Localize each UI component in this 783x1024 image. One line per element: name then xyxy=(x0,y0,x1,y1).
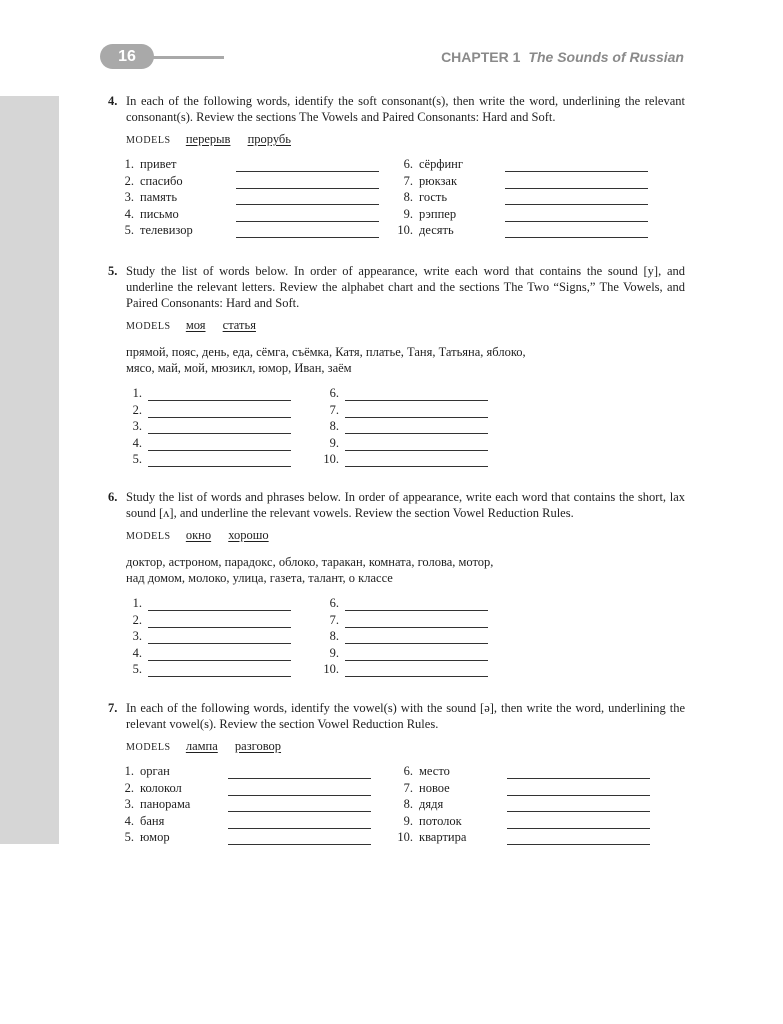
item-number: 5. xyxy=(132,451,142,466)
answer-blank[interactable] xyxy=(505,177,648,189)
models-label: MODELS xyxy=(126,321,171,332)
model-word: разговор xyxy=(234,739,282,753)
answer-blank[interactable] xyxy=(148,649,291,661)
answer-item xyxy=(108,222,379,238)
answer-item xyxy=(108,418,291,434)
answer-blank[interactable] xyxy=(345,422,488,434)
answer-blank[interactable] xyxy=(345,632,488,644)
exercise-6 xyxy=(108,489,685,677)
item-number: 6. xyxy=(329,596,339,611)
item-number: 9. xyxy=(329,645,339,660)
answer-item xyxy=(387,205,648,221)
answer-item xyxy=(108,763,371,779)
answer-blank[interactable] xyxy=(505,160,648,172)
answer-item xyxy=(387,156,648,172)
item-word: десять xyxy=(419,222,454,237)
item-number: 8. xyxy=(329,419,339,434)
item-word: привет xyxy=(140,157,177,172)
item-number: 8. xyxy=(403,797,413,812)
item-word: сёрфинг xyxy=(419,157,463,172)
answer-item xyxy=(108,611,291,627)
item-word: потолок xyxy=(419,813,462,828)
exercise-number: 5. xyxy=(108,264,118,278)
answer-blank[interactable] xyxy=(345,649,488,661)
answer-blank[interactable] xyxy=(345,455,488,467)
answer-item xyxy=(108,156,379,172)
answer-items xyxy=(108,156,685,238)
exercise-4 xyxy=(108,93,685,238)
answer-item xyxy=(305,628,488,644)
exercise-instruction xyxy=(108,263,685,311)
answer-blank[interactable] xyxy=(236,210,379,222)
model-word: перерыв xyxy=(185,132,231,146)
answer-item xyxy=(387,796,650,812)
item-number: 10. xyxy=(397,829,413,844)
item-word: квартира xyxy=(419,829,467,844)
models-line xyxy=(126,318,685,333)
answer-items xyxy=(108,763,685,845)
instruction-text: Study the list of words below. In order of appearance, write each word that contains the sound [y], and underline the relevant letters. Review the alphabet chart and the sections The Two “Signs,” The Vowels, and Paired Consonants: Hard and Soft. xyxy=(126,264,685,310)
answer-item xyxy=(108,205,379,221)
answer-blank[interactable] xyxy=(228,784,371,796)
exercise-5 xyxy=(108,263,685,467)
item-number: 6. xyxy=(403,157,413,172)
answer-item xyxy=(108,796,371,812)
answer-blank[interactable] xyxy=(507,784,650,796)
model-word: моя xyxy=(185,318,206,332)
item-word: панорама xyxy=(140,797,191,812)
answer-item xyxy=(305,661,488,677)
item-number: 9. xyxy=(329,435,339,450)
answer-item xyxy=(305,434,488,450)
answer-blank[interactable] xyxy=(345,665,488,677)
chapter-label: CHAPTER 1 xyxy=(441,49,521,65)
item-number: 1. xyxy=(124,764,134,779)
models-line xyxy=(126,528,685,543)
instruction-text: In each of the following words, identify the vowel(s) with the sound [ə], then write the word, underlining the relevant vowel(s). Review the section Vowel Reduction Rules. xyxy=(126,701,685,731)
item-word: телевизор xyxy=(140,222,193,237)
models-label: MODELS xyxy=(126,531,171,542)
answer-blank[interactable] xyxy=(228,767,371,779)
item-word: письмо xyxy=(140,206,179,221)
answer-blank[interactable] xyxy=(228,833,371,845)
item-word: баня xyxy=(140,813,165,828)
answer-blank[interactable] xyxy=(505,210,648,222)
answer-blank[interactable] xyxy=(236,226,379,238)
answer-item xyxy=(108,401,291,417)
answer-blank[interactable] xyxy=(148,422,291,434)
item-number: 7. xyxy=(329,402,339,417)
item-word: гость xyxy=(419,190,448,205)
item-word: рэппер xyxy=(419,206,457,221)
item-number: 4. xyxy=(132,645,142,660)
model-word: статья xyxy=(222,318,256,332)
answer-blank[interactable] xyxy=(507,817,650,829)
item-number: 2. xyxy=(124,173,134,188)
item-number: 2. xyxy=(124,780,134,795)
item-number: 9. xyxy=(403,206,413,221)
chapter-header xyxy=(441,49,684,65)
answer-item xyxy=(108,451,291,467)
item-word: колокол xyxy=(140,780,182,795)
item-number: 4. xyxy=(124,813,134,828)
answer-blank[interactable] xyxy=(345,599,488,611)
answer-blank[interactable] xyxy=(228,800,371,812)
answer-item xyxy=(305,451,488,467)
answer-item xyxy=(108,628,291,644)
side-margin-band xyxy=(0,96,59,844)
answer-blank[interactable] xyxy=(345,389,488,401)
answer-blank[interactable] xyxy=(148,455,291,467)
item-number: 10. xyxy=(323,451,339,466)
item-number: 1. xyxy=(132,596,142,611)
models-line xyxy=(126,132,685,147)
answer-item xyxy=(108,189,379,205)
item-number: 10. xyxy=(397,222,413,237)
item-number: 4. xyxy=(132,435,142,450)
item-word: память xyxy=(140,190,178,205)
answer-items xyxy=(108,385,685,467)
item-number: 10. xyxy=(323,661,339,676)
exercise-7 xyxy=(108,700,685,845)
answer-item xyxy=(305,611,488,627)
item-number: 5. xyxy=(132,661,142,676)
answer-item xyxy=(108,812,371,828)
answer-blank[interactable] xyxy=(345,406,488,418)
exercise-instruction xyxy=(108,700,685,732)
answer-blank[interactable] xyxy=(505,193,648,205)
item-word: юмор xyxy=(140,829,170,844)
answer-item xyxy=(108,385,291,401)
item-number: 1. xyxy=(132,386,142,401)
word-list-line: доктор, астроном, парадокс, облоко, таракан, комната, голова, мотор, xyxy=(126,555,494,569)
item-number: 6. xyxy=(329,386,339,401)
answer-item xyxy=(387,222,648,238)
answer-blank[interactable] xyxy=(148,406,291,418)
exercise-number: 6. xyxy=(108,490,118,504)
item-word: рюкзак xyxy=(419,173,458,188)
answer-item xyxy=(305,418,488,434)
item-number: 8. xyxy=(329,629,339,644)
answer-item xyxy=(387,189,648,205)
answer-item xyxy=(108,829,371,845)
item-number: 3. xyxy=(124,797,134,812)
answer-blank[interactable] xyxy=(148,439,291,451)
answer-blank[interactable] xyxy=(345,616,488,628)
word-list-line: над домом, молоко, улица, газета, талант, о классе xyxy=(126,571,393,585)
item-number: 5. xyxy=(124,222,134,237)
answer-blank[interactable] xyxy=(236,193,379,205)
answer-blank[interactable] xyxy=(148,616,291,628)
answer-blank[interactable] xyxy=(148,665,291,677)
chapter-title: The Sounds of Russian xyxy=(528,49,684,65)
answer-item xyxy=(387,779,650,795)
answer-blank[interactable] xyxy=(228,817,371,829)
models-label: MODELS xyxy=(126,742,171,753)
item-number: 8. xyxy=(403,190,413,205)
answer-blank[interactable] xyxy=(507,800,650,812)
answer-blank[interactable] xyxy=(148,632,291,644)
answer-item xyxy=(108,661,291,677)
model-word: прорубь xyxy=(247,132,291,146)
answer-blank[interactable] xyxy=(148,599,291,611)
answer-items xyxy=(108,595,685,677)
item-number: 3. xyxy=(124,190,134,205)
model-word: окно xyxy=(185,528,212,542)
exercise-instruction xyxy=(108,93,685,125)
answer-item xyxy=(305,385,488,401)
answer-item xyxy=(108,172,379,188)
answer-blank[interactable] xyxy=(507,833,650,845)
item-number: 2. xyxy=(132,612,142,627)
item-number: 5. xyxy=(124,829,134,844)
answer-item xyxy=(387,763,650,779)
answer-item xyxy=(108,644,291,660)
item-number: 6. xyxy=(403,764,413,779)
item-word: место xyxy=(419,764,450,779)
answer-blank[interactable] xyxy=(345,439,488,451)
answer-item xyxy=(305,595,488,611)
answer-item xyxy=(108,434,291,450)
item-number: 3. xyxy=(132,419,142,434)
answer-blank[interactable] xyxy=(507,767,650,779)
models-label: MODELS xyxy=(126,135,171,146)
item-number: 7. xyxy=(403,173,413,188)
item-number: 9. xyxy=(403,813,413,828)
answer-item xyxy=(305,401,488,417)
item-number: 2. xyxy=(132,402,142,417)
word-list xyxy=(126,554,685,586)
exercise-number: 7. xyxy=(108,701,118,715)
answer-blank[interactable] xyxy=(148,389,291,401)
word-list-line: прямой, пояс, день, еда, сёмга, съёмка, Катя, платье, Таня, Татьяна, яблоко, xyxy=(126,345,526,359)
answer-item xyxy=(108,779,371,795)
answer-blank[interactable] xyxy=(236,160,379,172)
answer-item xyxy=(305,644,488,660)
item-word: орган xyxy=(140,764,170,779)
answer-blank[interactable] xyxy=(505,226,648,238)
answer-item xyxy=(108,595,291,611)
page-number-badge: 16 xyxy=(100,44,154,69)
item-word: дядя xyxy=(419,797,444,812)
answer-blank[interactable] xyxy=(236,177,379,189)
item-number: 1. xyxy=(124,157,134,172)
exercise-number: 4. xyxy=(108,94,118,108)
item-number: 3. xyxy=(132,629,142,644)
word-list xyxy=(126,344,685,376)
item-word: спасибо xyxy=(140,173,183,188)
answer-item xyxy=(387,172,648,188)
model-word: хорошо xyxy=(228,528,269,542)
instruction-text: In each of the following words, identify the soft consonant(s), then write the word, underlining the relevant consonant(s). Review the sections The Vowels and Paired Consonants: Hard and Soft. xyxy=(126,94,685,124)
header-rule xyxy=(150,56,224,59)
models-line xyxy=(126,739,685,754)
answer-item xyxy=(387,812,650,828)
item-number: 7. xyxy=(403,780,413,795)
word-list-line: мясо, май, мой, мюзикл, юмор, Иван, заём xyxy=(126,361,352,375)
model-word: лампа xyxy=(185,739,218,753)
item-number: 7. xyxy=(329,612,339,627)
item-number: 4. xyxy=(124,206,134,221)
answer-item xyxy=(387,829,650,845)
item-word: новое xyxy=(419,780,450,795)
exercise-instruction xyxy=(108,489,685,521)
instruction-text: Study the list of words and phrases below. In order of appearance, write each word that contains the short, lax sound [ʌ], and underline the relevant vowels. Review the section Vowel Reduction Rules. xyxy=(126,490,685,520)
